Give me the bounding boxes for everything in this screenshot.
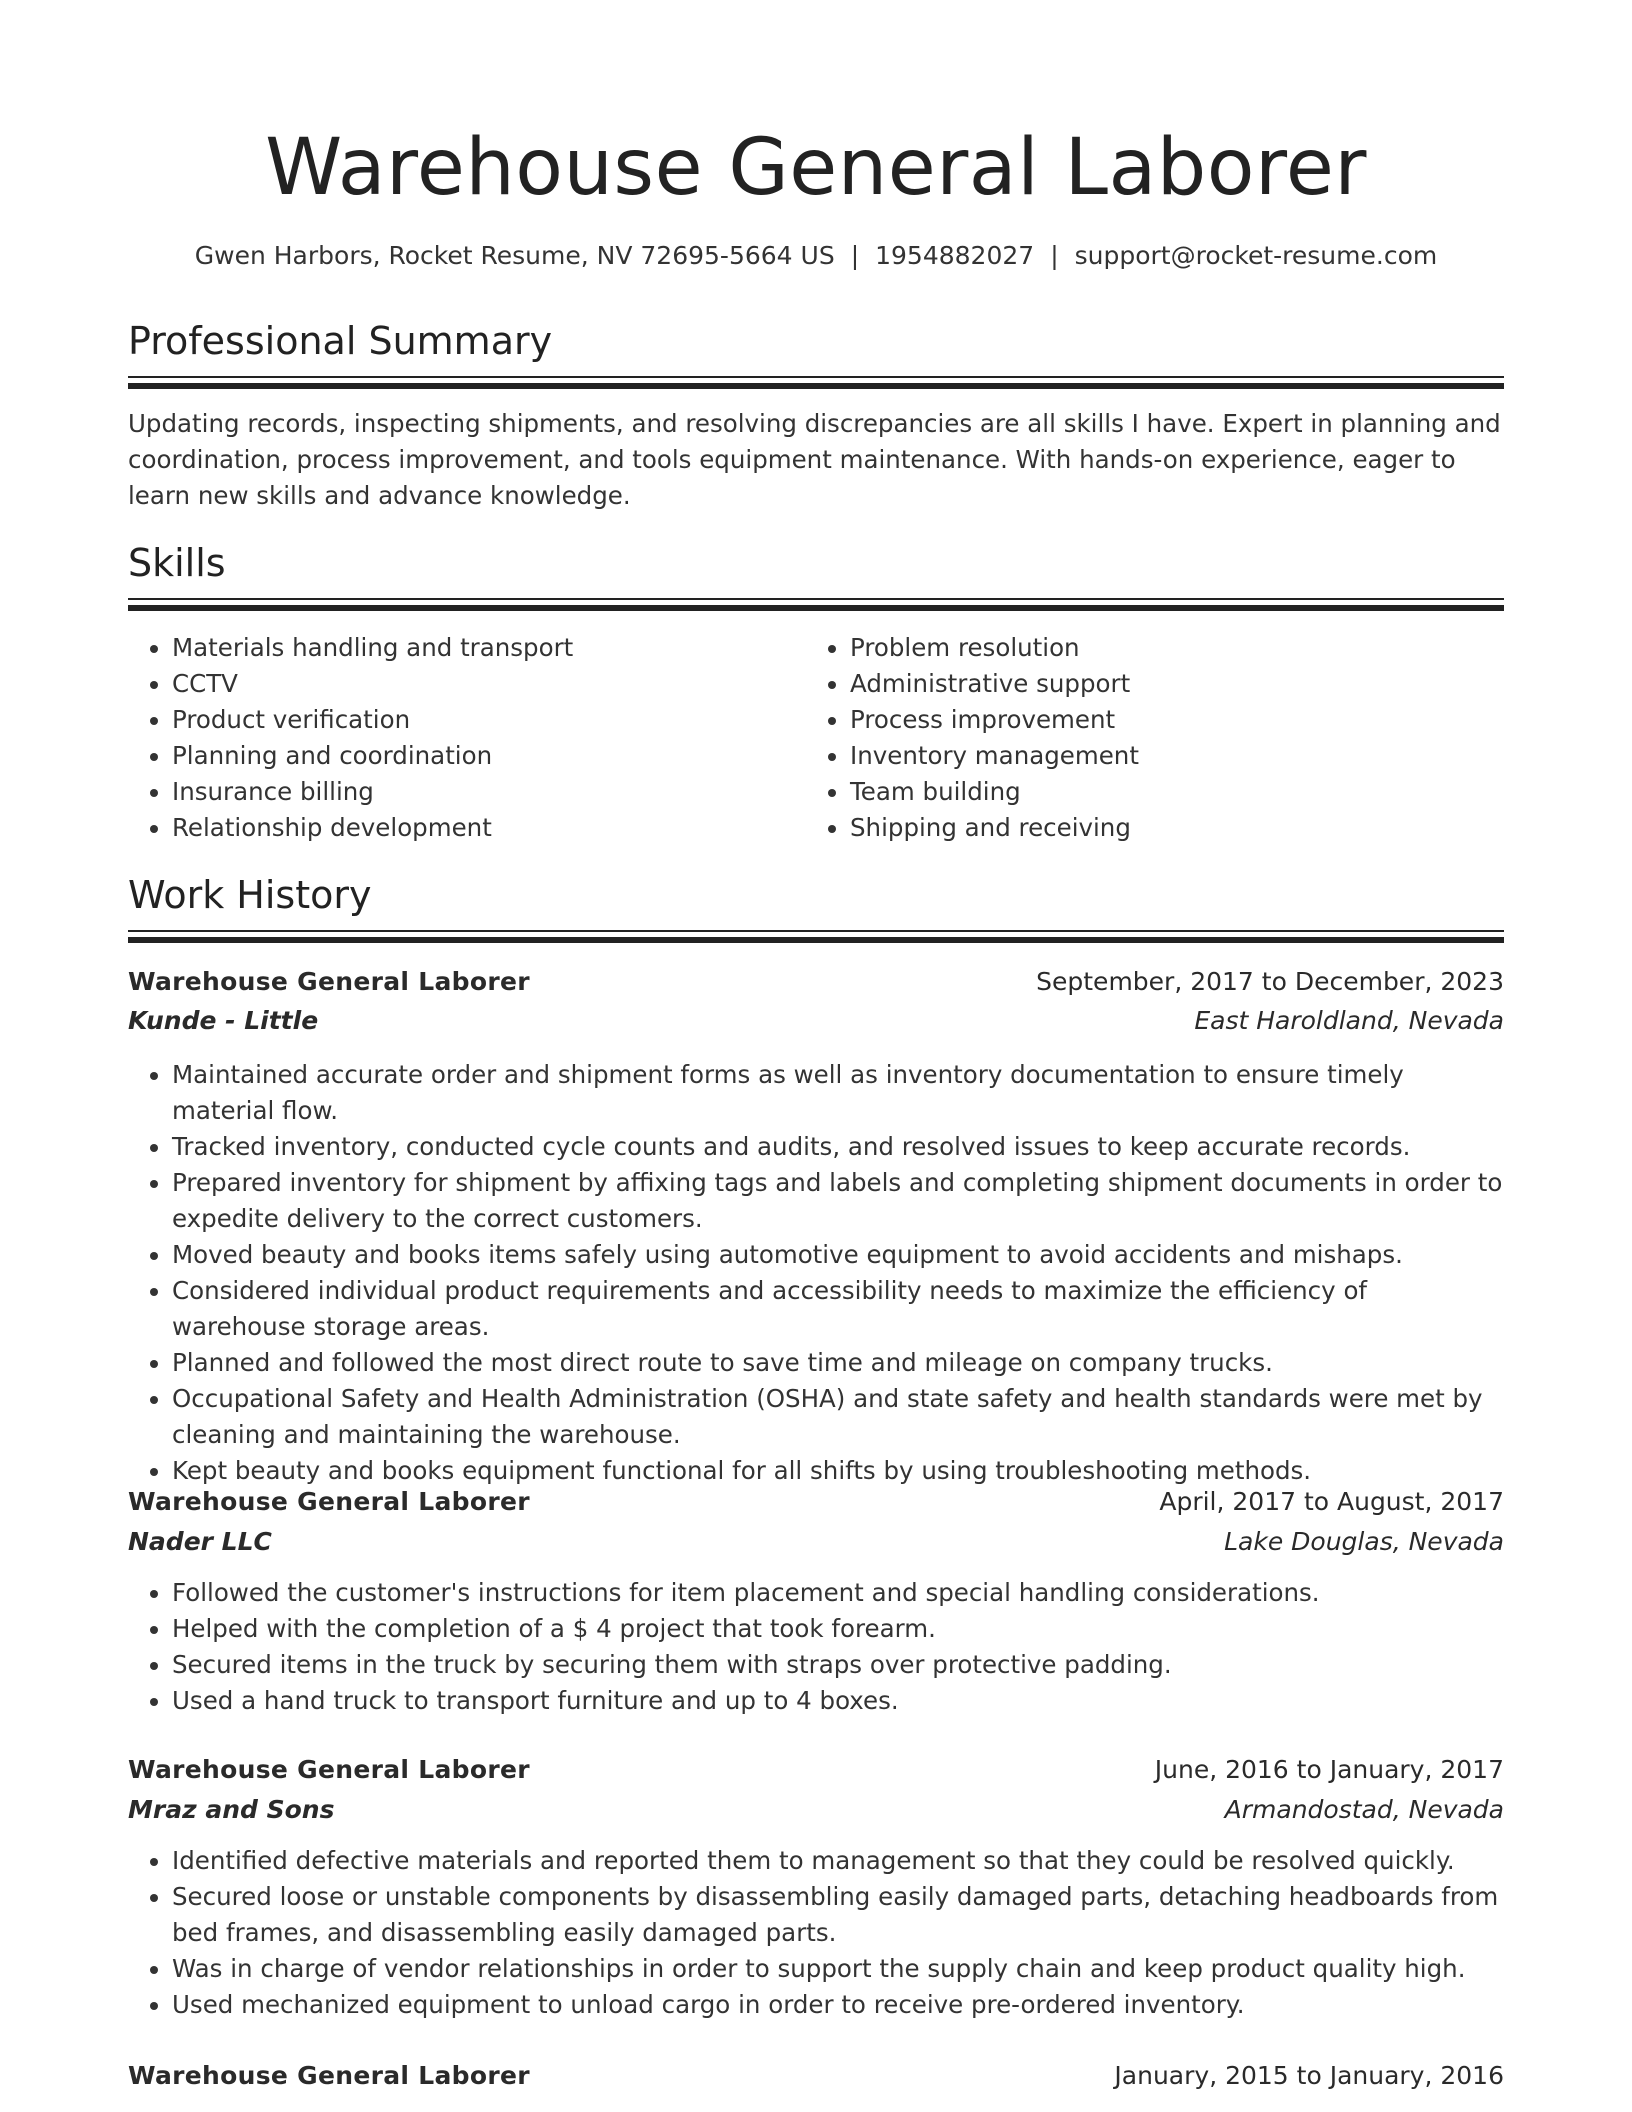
skill-item: • Relationship development <box>172 810 788 846</box>
job-bullet: • Was in charge of vendor relationships in order to support the supply chain and keep product quality high. <box>172 1951 1504 1987</box>
job-bullets <box>128 1575 1504 1719</box>
job-bullets <box>128 1843 1504 2023</box>
resume-title: Warehouse General Laborer <box>265 123 1367 213</box>
job-location: Armandostad, Nevada <box>1224 1795 1504 1824</box>
skill-item: • Administrative support <box>850 666 1466 702</box>
job-bullet: • Occupational Safety and Health Administration (OSHA) and state safety and health standards were met by cleaning and maintaining the warehouse. <box>172 1381 1504 1453</box>
contact-phone: 1954882027 <box>875 241 1035 270</box>
job-bullet: • Maintained accurate order and shipment forms as well as inventory documentation to ensure timely material flow. <box>172 1057 1504 1129</box>
job-subheader <box>128 1001 1504 1041</box>
skill-item: • Product verification <box>172 702 788 738</box>
job-bullet: • Helped with the completion of a $ 4 project that took forearm. <box>172 1611 1504 1647</box>
skill-item: • Shipping and receiving <box>850 810 1466 846</box>
job-bullets <box>128 1057 1504 1489</box>
job-bullet: • Considered individual product requirements and accessibility needs to maximize the efficiency of warehouse storage areas. <box>172 1273 1504 1345</box>
job-bullet: • Used a hand truck to transport furniture and up to 4 boxes. <box>172 1683 1504 1719</box>
job-company: Mraz and Sons <box>128 1795 335 1824</box>
job-company: Nader LLC <box>128 1527 272 1556</box>
job-bullet: • Moved beauty and books items safely using automotive equipment to avoid accidents and mishaps. <box>172 1237 1504 1273</box>
skill-item: • Problem resolution <box>850 630 1466 666</box>
skill-item: • CCTV <box>172 666 788 702</box>
skill-item: • Process improvement <box>850 702 1466 738</box>
job-header <box>128 1482 1504 1522</box>
work-heading: Work History <box>128 873 372 917</box>
contact-separator: | <box>1050 241 1059 270</box>
job-bullet: • Used mechanized equipment to unload cargo in order to receive pre-ordered inventory. <box>172 1987 1504 2023</box>
job-dates: January, 2015 to January, 2016 <box>1114 2061 1504 2090</box>
job-bullet: • Secured loose or unstable components by disassembling easily damaged parts, detaching headboards from bed frames, and disassembling easily damaged parts. <box>172 1879 1504 1951</box>
job-title: Warehouse General Laborer <box>128 967 530 996</box>
job-subheader <box>128 1790 1504 1830</box>
job-location: Lake Douglas, Nevada <box>1224 1527 1504 1556</box>
job-dates: June, 2016 to January, 2017 <box>1154 1755 1504 1784</box>
job-bullet: • Identified defective materials and reported them to management so that they could be resolved quickly. <box>172 1843 1504 1879</box>
skill-item: • Inventory management <box>850 738 1466 774</box>
skills-list-left <box>128 630 788 846</box>
summary-heading: Professional Summary <box>128 319 553 363</box>
contact-separator: | <box>850 241 860 270</box>
contact-line <box>128 238 1504 274</box>
job-header <box>128 2056 1504 2096</box>
job-bullet: • Planned and followed the most direct route to save time and mileage on company trucks. <box>172 1345 1504 1381</box>
skill-item: • Insurance billing <box>172 774 788 810</box>
job-title: Warehouse General Laborer <box>128 1487 530 1516</box>
job-header <box>128 1750 1504 1790</box>
job-subheader <box>128 1522 1504 1562</box>
job-location: East Haroldland, Nevada <box>1194 1006 1504 1035</box>
contact-email[interactable]: support@rocket-resume.com <box>1074 241 1438 270</box>
skills-heading: Skills <box>128 541 226 585</box>
job-company: Kunde - Little <box>128 1006 319 1035</box>
summary-text: Updating records, inspecting shipments, and resolving discrepancies are all skills I have. Expert in planning and coordination, process improvement, and tools equipment maintenance. With hands-on experience, eager to learn new skills and advance knowledge. <box>128 409 1501 510</box>
job-bullet: • Secured items in the truck by securing them with straps over protective padding. <box>172 1647 1504 1683</box>
skills-list-right <box>806 630 1466 846</box>
job-bullet: • Prepared inventory for shipment by affixing tags and labels and completing shipment documents in order to expedite delivery to the correct customers. <box>172 1165 1504 1237</box>
job-bullet: • Followed the customer's instructions for item placement and special handling considerations. <box>172 1575 1504 1611</box>
contact-address: Gwen Harbors, Rocket Resume, NV 72695-5664 US <box>194 241 835 270</box>
skill-item: • Team building <box>850 774 1466 810</box>
job-title: Warehouse General Laborer <box>128 1755 530 1784</box>
job-dates: April, 2017 to August, 2017 <box>1159 1487 1504 1516</box>
skill-item: • Materials handling and transport <box>172 630 788 666</box>
job-bullet: • Tracked inventory, conducted cycle counts and audits, and resolved issues to keep accurate records. <box>172 1129 1504 1165</box>
skill-item: • Planning and coordination <box>172 738 788 774</box>
job-bullet: • Kept beauty and books equipment functional for all shifts by using troubleshooting methods. <box>172 1453 1504 1489</box>
job-dates: September, 2017 to December, 2023 <box>1036 967 1504 996</box>
job-header <box>128 962 1504 1002</box>
job-title: Warehouse General Laborer <box>128 2061 530 2090</box>
